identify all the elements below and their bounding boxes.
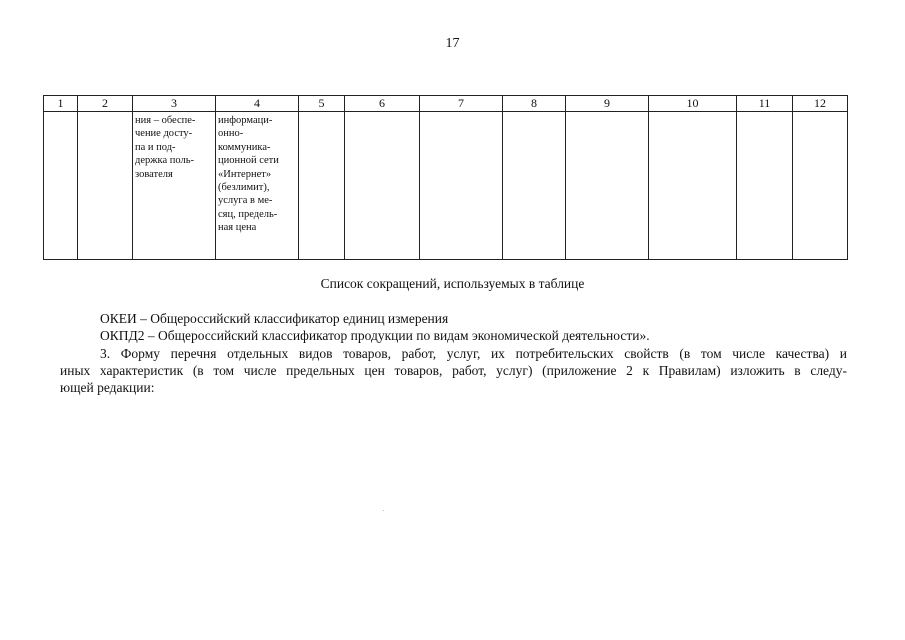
column-header-10: 10 (649, 96, 737, 112)
column-header-8: 8 (503, 96, 566, 112)
cell-line: чение досту- (135, 128, 193, 140)
cell-line: сяц, предель- (218, 208, 278, 220)
table-row (44, 112, 848, 260)
cell-line: онно- (218, 128, 244, 140)
service-description (135, 114, 213, 181)
service-characteristic (218, 114, 296, 235)
cell-line: (безлимит), (218, 182, 270, 194)
column-header-5: 5 (299, 96, 345, 112)
cell-line: держка поль- (135, 155, 194, 167)
table-cell-col12 (793, 112, 848, 260)
column-header-2: 2 (78, 96, 133, 112)
column-header-7: 7 (420, 96, 503, 112)
table-cell-col10 (649, 112, 737, 260)
column-header-3: 3 (133, 96, 216, 112)
page-number: 17 (445, 36, 460, 51)
abbreviations-title: Список сокращений, используемых в таблице (320, 276, 585, 291)
column-header-4: 4 (216, 96, 299, 112)
cell-line: «Интернет» (218, 168, 272, 180)
table-header-row (44, 96, 848, 112)
table-cell-col7 (420, 112, 503, 260)
paragraph-line: ющей редакции: (60, 380, 155, 395)
table-cell-col5 (299, 112, 345, 260)
cell-line: па и под- (135, 141, 176, 153)
cell-line: ная цена (218, 222, 257, 234)
cell-line: коммуника- (218, 141, 271, 153)
table-cell-col11 (737, 112, 793, 260)
paragraph-line: 3. Форму перечня отдельных видов товаров, работ, услуг, их потребительских свойств (в том числе качества) и (100, 346, 847, 361)
table-cell-col3 (133, 112, 216, 260)
table-cell-col9 (566, 112, 649, 260)
cell-line: информаци- (218, 115, 273, 126)
cell-line: услуга в ме- (218, 195, 273, 207)
column-header-1: 1 (44, 96, 78, 112)
table-cell-col1 (44, 112, 78, 260)
table-cell-col6 (345, 112, 420, 260)
table-cell-col8 (503, 112, 566, 260)
cell-line: ционной сети (218, 155, 279, 167)
table-cell-col4 (216, 112, 299, 260)
abbreviation-okei: ОКЕИ – Общероссийский классификатор единиц измерения (100, 311, 449, 326)
specification-table (43, 95, 848, 260)
column-header-11: 11 (737, 96, 793, 112)
column-header-9: 9 (566, 96, 649, 112)
column-header-12: 12 (793, 96, 848, 112)
table-cell-col2 (78, 112, 133, 260)
abbreviation-okpd2: ОКПД2 – Общероссийский классификатор продукции по видам экономической деятельности». (100, 328, 650, 343)
scan-speck (383, 510, 384, 511)
cell-line: зователя (135, 168, 173, 180)
cell-line: ния – обеспе- (135, 115, 196, 126)
amendment-paragraph (60, 345, 847, 396)
column-header-6: 6 (345, 96, 420, 112)
paragraph-line: иных характеристик (в том числе предельных цен товаров, работ, услуг) (приложение 2 к Правилам) изложить в следу- (60, 363, 847, 378)
